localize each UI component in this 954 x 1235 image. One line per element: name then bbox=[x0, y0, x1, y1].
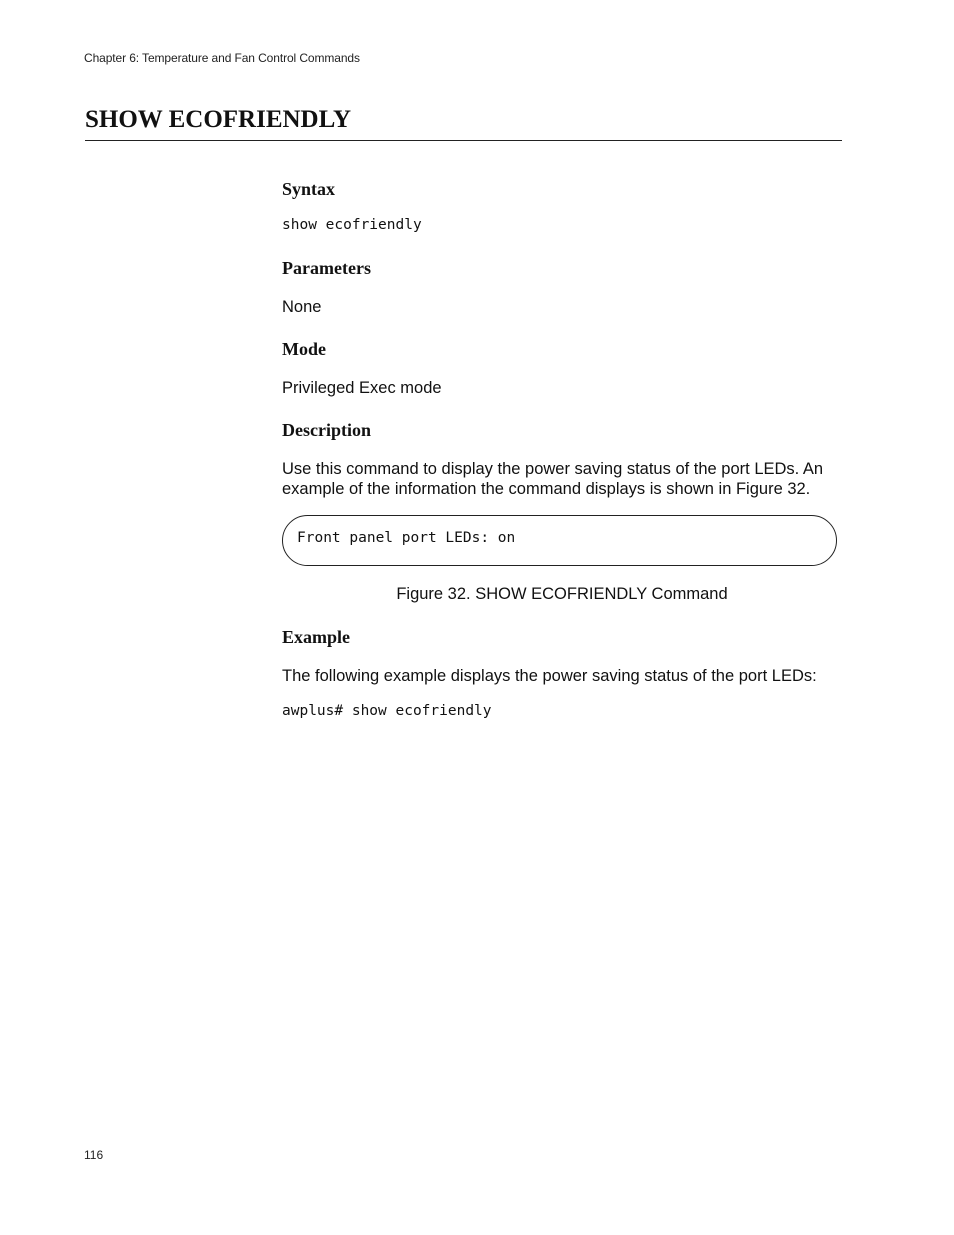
example-heading: Example bbox=[282, 627, 351, 647]
description-text: Use this command to display the power saving status of the port LEDs. An example of the information the command displays is shown in Figure 32. bbox=[282, 460, 824, 498]
page-number: 116 bbox=[84, 1148, 104, 1162]
description-heading: Description bbox=[282, 420, 371, 440]
mode-heading: Mode bbox=[282, 339, 326, 359]
running-header: Chapter 6: Temperature and Fan Control Commands bbox=[84, 51, 360, 65]
syntax-code: show ecofriendly bbox=[282, 217, 422, 233]
page-title: SHOW ECOFRIENDLY bbox=[85, 106, 352, 133]
mode-text: Privileged Exec mode bbox=[282, 379, 442, 397]
title-rule bbox=[85, 140, 842, 141]
example-text: The following example displays the power saving status of the port LEDs: bbox=[282, 667, 817, 685]
figure-caption: Figure 32. SHOW ECOFRIENDLY Command bbox=[396, 585, 728, 603]
parameters-heading: Parameters bbox=[282, 258, 371, 278]
syntax-heading: Syntax bbox=[282, 179, 336, 199]
example-code: awplus# show ecofriendly bbox=[282, 703, 492, 719]
figure-output-box bbox=[282, 515, 837, 566]
figure-output-code: Front panel port LEDs: on bbox=[297, 530, 516, 546]
parameters-text: None bbox=[282, 298, 322, 316]
